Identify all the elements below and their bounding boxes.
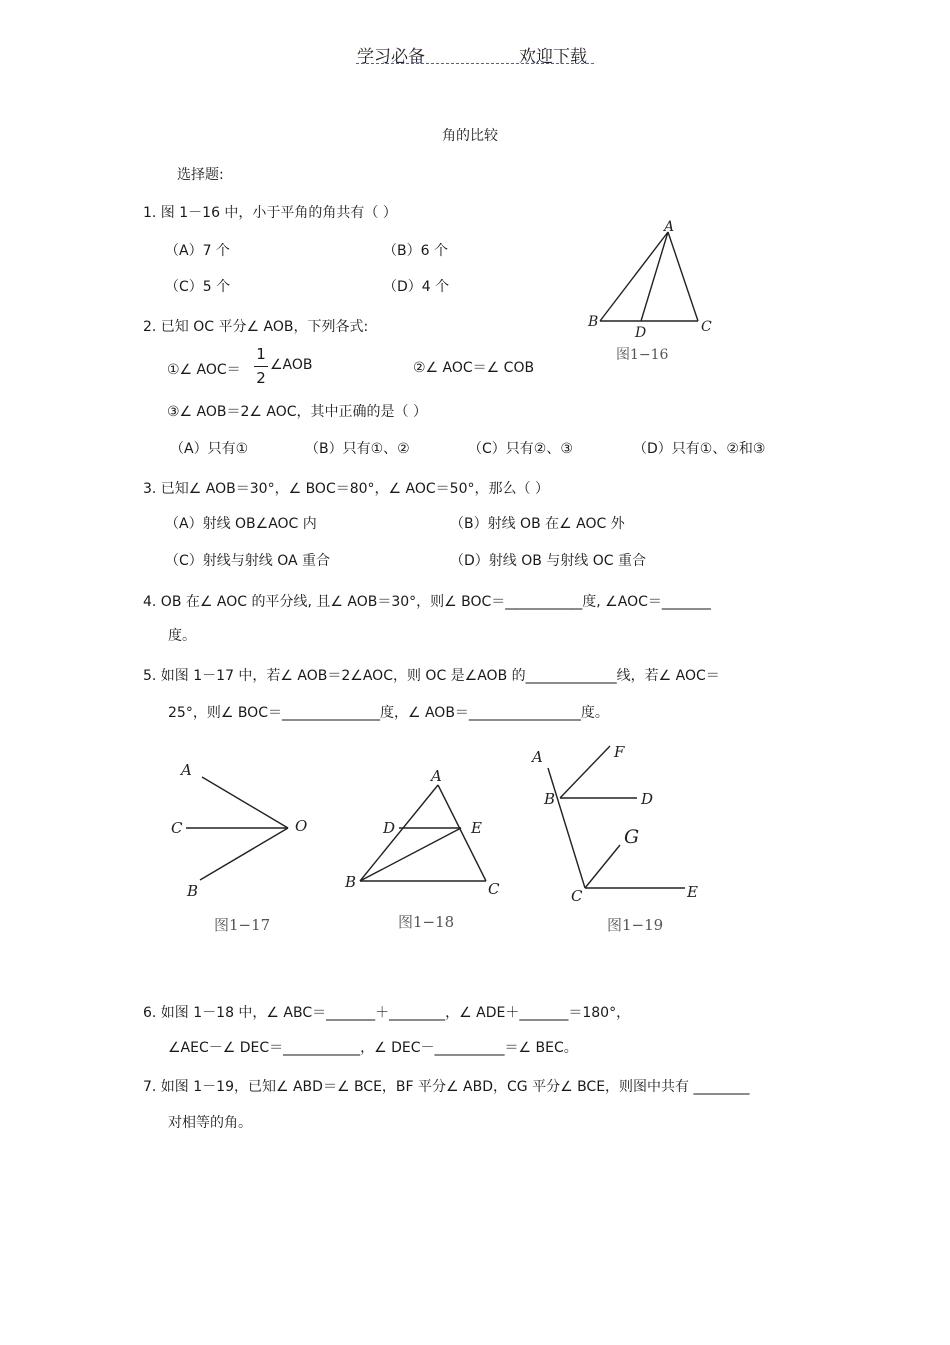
q2-option1-prefix: ①∠ AOC＝	[167, 362, 241, 378]
fig19-label-b: B	[544, 790, 556, 808]
fig16-label-d: D	[635, 325, 647, 341]
q5-line1: 5. 如图 1－17 中，若∠ AOB＝2∠AOC，则 OC 是∠AOB 的_____________线，若∠ AOC＝	[143, 668, 720, 684]
q3-option-d: （D）射线 OB 与射线 OC 重合	[450, 553, 646, 569]
fig16-label-b: B	[588, 314, 599, 330]
figure-1-17	[165, 755, 325, 940]
q3-option-c: （C）射线与射线 OA 重合	[165, 553, 331, 569]
q6-line1: 6. 如图 1－18 中，∠ ABC＝_______＋________，∠ ADE＋_______＝180°，	[143, 1005, 631, 1021]
q2-stem: 2. 已知 OC 平分∠ AOB，下列各式:	[143, 319, 369, 335]
figure-1-19	[520, 735, 715, 940]
figure-1-18	[340, 760, 515, 935]
q2-choice-d: （D）只有①、②和③	[633, 441, 766, 457]
fig16-label-c: C	[701, 319, 712, 335]
header-right: 欢迎下载	[519, 47, 587, 67]
fig17-label-a: A	[181, 761, 192, 779]
fig19-label-c: C	[571, 887, 583, 905]
fig19-label-a: A	[532, 748, 543, 766]
q1-option-d: （D）4 个	[383, 279, 450, 295]
q2-choice-a: （A）只有①	[170, 441, 249, 457]
q5-line2: 25°，则∠ BOC＝______________度，∠ AOB＝________________度。	[168, 705, 609, 721]
q7-line1: 7. 如图 1－19，已知∠ ABD＝∠ BCE，BF 平分∠ ABD，CG 平分∠ BCE，则图中共有 ________	[143, 1079, 750, 1095]
q6-line2: ∠AEC－∠ DEC＝___________，∠ DEC－__________＝∠ BEC。	[168, 1040, 578, 1056]
fig18-label-a: A	[431, 767, 442, 785]
q2-option1-suffix: ∠AOB	[270, 357, 313, 373]
page-title: 角的比较	[442, 128, 498, 144]
q2-option3: ③∠ AOB＝2∠ AOC，其中正确的是（ ）	[167, 404, 427, 420]
q2-choice-b: （B）只有①、②	[305, 441, 410, 457]
fig16-label-a: A	[664, 219, 675, 235]
q2-option2: ②∠ AOC＝∠ COB	[413, 360, 535, 376]
section-label: 选择题:	[177, 167, 224, 183]
fraction-denominator: 2	[256, 369, 266, 387]
q3-stem: 3. 已知∠ AOB＝30°，∠ BOC＝80°，∠ AOC＝50°，那么（ ）	[143, 481, 549, 497]
q7-line2: 对相等的角。	[168, 1115, 252, 1131]
header-divider	[356, 63, 594, 64]
q3-option-b: （B）射线 OB 在∠ AOC 外	[450, 516, 625, 532]
q1-option-b: （B）6 个	[383, 243, 448, 259]
fig18-label-e: E	[471, 819, 482, 837]
q1-option-c: （C）5 个	[165, 279, 231, 295]
fig18-label-c: C	[488, 880, 500, 898]
fig19-label-e: E	[687, 883, 698, 901]
fraction-numerator: 1	[256, 345, 266, 363]
fig18-caption: 图1−18	[398, 913, 455, 931]
header-left: 学习必备	[357, 47, 425, 67]
fig19-caption: 图1−19	[607, 916, 664, 934]
fig18-label-d: D	[383, 819, 396, 837]
fig17-label-b: B	[187, 882, 199, 900]
fig17-caption: 图1−17	[214, 916, 271, 934]
fig17-label-o: O	[295, 817, 308, 835]
q2-choice-c: （C）只有②、③	[468, 441, 573, 457]
fig19-label-f: F	[614, 743, 625, 761]
fig19-label-g: G	[624, 826, 640, 848]
figure-1-16	[580, 215, 720, 370]
fraction-bar	[254, 366, 268, 367]
fig18-label-b: B	[345, 873, 357, 891]
fig16-caption: 图1−16	[616, 347, 669, 363]
fig17-label-c: C	[171, 819, 183, 837]
q1-option-a: （A）7 个	[165, 243, 230, 259]
q4-line1: 4. OB 在∠ AOC 的平分线, 且∠ AOB＝30°，则∠ BOC＝___________度, ∠AOC＝_______	[143, 594, 711, 610]
fig19-label-d: D	[641, 790, 654, 808]
q3-option-a: （A）射线 OB∠AOC 内	[165, 516, 317, 532]
q4-line2: 度。	[168, 628, 196, 644]
q1-stem: 1. 图 1－16 中，小于平角的角共有（ ）	[143, 205, 397, 221]
